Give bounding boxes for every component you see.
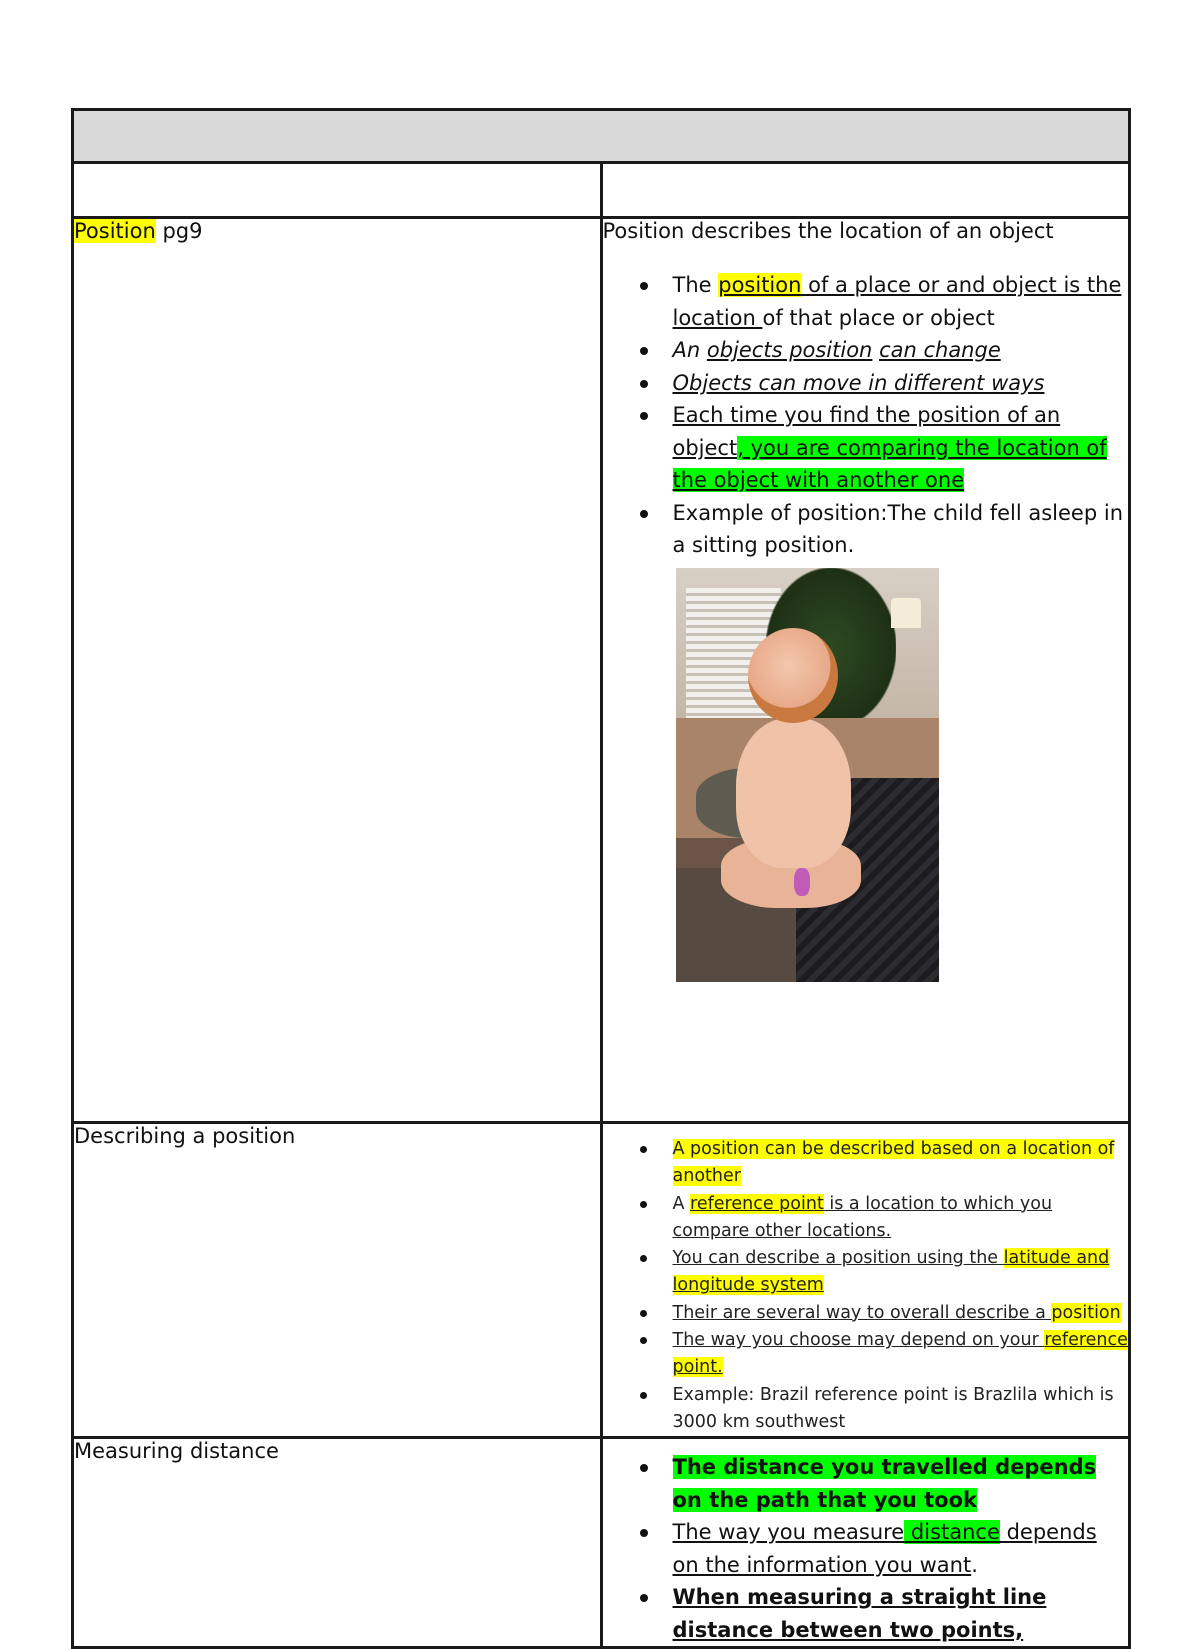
list-item (673, 399, 1129, 497)
highlight-span: position (718, 273, 802, 297)
bullet-list (603, 269, 1129, 562)
bullet-list (603, 1136, 1129, 1436)
topic-highlight: Position (74, 219, 156, 243)
blank-topic-cell (73, 163, 602, 218)
list-item (673, 1382, 1129, 1437)
sleeping-child-photo (676, 568, 939, 982)
text-span: Example: Brazil reference point is Brazlila which is 3000 km southwest (672, 1384, 1114, 1432)
list-item (673, 1327, 1129, 1382)
list-item (673, 1300, 1129, 1327)
underlined-span: is a location to which you compare other locations. (672, 1193, 1053, 1241)
underlined-span: depends on the information you want (672, 1520, 1097, 1577)
topic-cell: Describing a position (73, 1123, 602, 1438)
list-item (673, 1516, 1129, 1581)
underlined-span: You can describe a position using the (672, 1248, 1004, 1269)
green-highlight-span: , you are comparing the location of the object with another one (672, 435, 1107, 492)
underlined-span: Objects can move in different ways (672, 370, 1045, 395)
text-span: of that place or object (762, 305, 995, 330)
text-span: Example of position:The child fell asleep in a sitting position. (672, 500, 1124, 557)
highlight-span: A position can be described based on a location of another (672, 1139, 1115, 1187)
bullet-list (603, 1451, 1129, 1646)
text-span: A (672, 1193, 691, 1214)
definition-text: Position describes the location of an object (602, 219, 1054, 243)
list-item (673, 334, 1129, 367)
list-item (673, 497, 1129, 562)
blank-notes-cell (601, 163, 1130, 218)
underlined-span: Their are several way to overall describe a (672, 1302, 1052, 1323)
text-span: The (672, 273, 719, 297)
table-row (73, 1438, 1130, 1648)
list-item (673, 1451, 1129, 1516)
topic-cell: Measuring distance (73, 1438, 602, 1648)
table-header-row (73, 110, 1130, 163)
text-span: An (672, 338, 707, 362)
table-row (73, 218, 1130, 1123)
list-item (673, 1136, 1129, 1191)
list-item (673, 269, 1129, 334)
green-highlight-span: The distance you travelled depends on the path that you took (672, 1455, 1097, 1512)
text-span: . (971, 1552, 978, 1577)
list-item (673, 1581, 1129, 1646)
highlight-span: reference point (690, 1193, 824, 1214)
topic-cell (73, 218, 602, 1123)
underlined-span: objects position (706, 338, 873, 362)
highlight-span: reference point. (672, 1330, 1128, 1378)
highlight-span: latitude and longitude system (672, 1248, 1110, 1296)
notes-cell (601, 218, 1130, 1123)
blank-row (73, 163, 1130, 218)
underlined-span: The way you measure (672, 1520, 905, 1545)
highlight-span: position (1051, 1302, 1121, 1323)
list-item (673, 367, 1129, 400)
underlined-span: The way you choose may depend on your (672, 1330, 1045, 1351)
list-item (673, 1245, 1129, 1300)
underlined-span: can change (879, 338, 1001, 362)
notes-cell (601, 1123, 1130, 1438)
notes-cell (601, 1438, 1130, 1648)
notes-table (71, 108, 1131, 1649)
topic-page: pg9 (155, 219, 203, 243)
table-row (73, 1123, 1130, 1438)
underlined-span: Each time you find the position of an object (672, 403, 1061, 460)
green-highlight-span: distance (904, 1520, 1000, 1545)
list-item (673, 1191, 1129, 1246)
underlined-span: When measuring a straight line distance between two points, (672, 1585, 1047, 1642)
underlined-span: of a place or and object is the location (672, 273, 1122, 330)
